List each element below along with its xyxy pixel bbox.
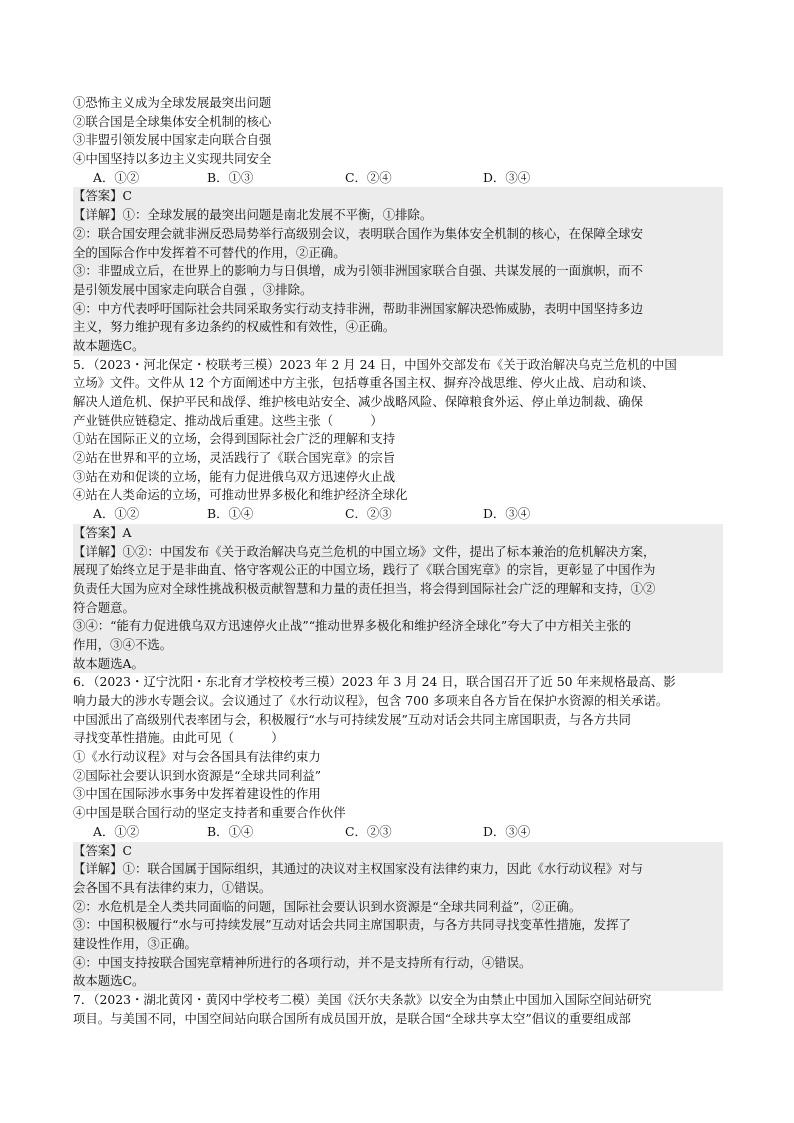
question-7 <box>73 991 723 1028</box>
choice-item: ①站在国际正义的立场，会得到国际社会广泛的理解和支持 <box>73 431 396 447</box>
explanation-line: ②：水危机是全人类共同面临的问题，国际社会要认识到水资源是“全球共同利益”，②正确。 <box>73 898 723 917</box>
option-a: A．①② <box>93 169 140 185</box>
explanation-line: 故本题选A。 <box>73 655 723 674</box>
question-6 <box>73 673 723 991</box>
choice-item: ①恐怖主义成为全球发展最突出问题 <box>73 95 272 110</box>
explanation-line: 主义，努力维护现有多边条约的权威性和有效性，④正确。 <box>73 318 723 337</box>
explanation-line: 故本题选C。 <box>73 337 723 356</box>
question-stem: 响力最大的涉水专题会议。会议通过了《水行动议程》，包含 700 多项来自各方旨在保护水资源的相关承诺。 <box>73 693 669 708</box>
explanation-line: 会各国不具有法律约束力，①错误。 <box>73 879 723 898</box>
choice-item: ②国际社会要认识到水资源是“全球共同利益” <box>73 767 322 783</box>
explanation-line: 负责任大国为应对全球性挑战积极贡献智慧和力量的责任担当，将会得到国际社会广泛的理解和支持，①② <box>73 580 723 599</box>
answer-line: 【答案】A <box>73 524 723 543</box>
question-stem: 中国派出了高级别代表率团与会，积极履行“水与可持续发展”互动对话会共同主席国职责，与各方共同 <box>73 711 631 727</box>
document-body <box>73 94 723 1028</box>
explanation-line: 【详解】①②：中国发布《关于政治解决乌克兰危机的中国立场》文件，提出了标本兼治的危机解决方案， <box>73 543 723 562</box>
option-b: B．①④ <box>207 506 254 522</box>
choice-item: ④中国坚持以多边主义实现共同安全 <box>73 151 272 167</box>
explanation-line: 是引领发展中国家走向联合自强 ，③排除。 <box>73 281 723 300</box>
question-5 <box>73 356 723 674</box>
explanation-line: 【详解】①：联合国属于国际组织，其通过的决议对主权国家没有法律约束力，因此《水行动议程》对与 <box>73 860 723 879</box>
choice-item: ②联合国是全球集体安全机制的核心 <box>73 113 272 129</box>
choice-item: ③中国在国际涉水事务中发挥着建设性的作用 <box>73 786 321 802</box>
question-4 <box>73 94 723 356</box>
explanation-line: ③：非盟成立后，在世界上的影响力与日俱增，成为引领非洲国家联合自强、共谋发展的一面旗帜，而不 <box>73 262 723 281</box>
answer-options <box>73 169 723 188</box>
explanation-line: 符合题意。 <box>73 599 723 618</box>
question-stem: 7．（2023・湖北黄冈・黄冈中学校考二模）美国《沃尔夫条款》以安全为由禁止中国加入国际空间站研究 <box>73 992 652 1007</box>
option-c: C．②③ <box>345 506 392 522</box>
option-c: C．②③ <box>345 823 392 839</box>
answer-line: 【答案】C <box>73 187 723 206</box>
option-d: D．③④ <box>483 169 531 185</box>
question-stem: 产业链供应链稳定、推动战后重建。这些主张（ ） <box>73 412 383 428</box>
explanation-line: ④：中国支持按联合国宪章精神所进行的各项行动，并不是支持所有行动，④错误。 <box>73 954 723 973</box>
explanation-line: 【详解】①：全球发展的最突出问题是南北发展不平衡，①排除。 <box>73 206 723 225</box>
option-b: B．①④ <box>207 823 254 839</box>
question-stem: 项目。与美国不同，中国空间站向联合国所有成员国开放，是联合国“全球共享太空”倡议的重要组成部 <box>73 1010 631 1026</box>
choice-item: ①《水行动议程》对与会各国具有法律约束力 <box>73 749 321 765</box>
explanation-line: ④：中方代表呼吁国际社会共同采取务实行动支持非洲，帮助非洲国家解决恐怖威胁，表明中国坚持多边 <box>73 300 723 319</box>
choice-item: ④站在人类命运的立场，可推动世界多极化和维护经济全球化 <box>73 487 408 503</box>
option-c: C．②④ <box>345 169 392 185</box>
explanation-line: ②：联合国安理会就非洲反恐局势举行高级别会议，表明联合国作为集体安全机制的核心，在保障全球安 <box>73 225 723 244</box>
option-d: D．③④ <box>483 506 531 522</box>
explanation-line: 建设性作用，③正确。 <box>73 935 723 954</box>
question-stem: 立场》文件。文件从 12 个方面阐述中方主张，包括尊重各国主权、摒弃冷战思维、停火止战、启动和谈、 <box>73 375 655 391</box>
answer-options <box>73 823 723 842</box>
choice-item: ③非盟引领发展中国家走向联合自强 <box>73 132 272 148</box>
explanation-line: 全的国际合作中发挥着不可替代的作用，②正确。 <box>73 244 723 263</box>
option-a: A．①② <box>93 506 140 522</box>
explanation-line: ③：中国积极履行“水与可持续发展”互动对话会共同主席国职责，与各方共同寻找变革性措施，发挥了 <box>73 916 723 935</box>
explanation-line: 展现了始终立足于是非曲直、恪守客观公正的中国立场，践行了《联合国宪章》的宗旨，更彰显了中国作为 <box>73 561 723 580</box>
explanation-line: 故本题选C。 <box>73 972 723 991</box>
answer-options <box>73 505 723 524</box>
option-d: D．③④ <box>483 823 531 839</box>
question-stem: 寻找变革性措施。由此可见（ ） <box>73 730 284 746</box>
choice-item: ④中国是联合国行动的坚定支持者和重要合作伙伴 <box>73 805 346 821</box>
question-stem: 解决人道危机、保护平民和战俘、维护核电站安全、减少战略风险、保障粮食外运、停止单边制裁、确保 <box>73 394 643 409</box>
answer-line: 【答案】C <box>73 842 723 861</box>
choice-item: ②站在世界和平的立场，灵活践行了《联合国宪章》的宗旨 <box>73 450 396 466</box>
choice-item: ③站在劝和促谈的立场，能有力促进俄乌双方迅速停火止战 <box>73 468 396 484</box>
explanation-line: 作用，③④不选。 <box>73 636 723 655</box>
explanation-line: ③④：“能有力促进俄乌双方迅速停火止战”“推动世界多极化和维护经济全球化”夸大了中方相关主张的 <box>73 617 723 636</box>
question-stem: 5．（2023・河北保定・校联考三模）2023 年 2 月 24 日，中国外交部发布《关于政治解决乌克兰危机的中国 <box>73 356 677 372</box>
option-b: B．①③ <box>207 169 254 185</box>
option-a: A．①② <box>93 823 140 839</box>
question-stem: 6．（2023・辽宁沈阳・东北育才学校校考三模）2023 年 3 月 24 日，联合国召开了近 50 年来规格最高、影 <box>73 674 676 690</box>
